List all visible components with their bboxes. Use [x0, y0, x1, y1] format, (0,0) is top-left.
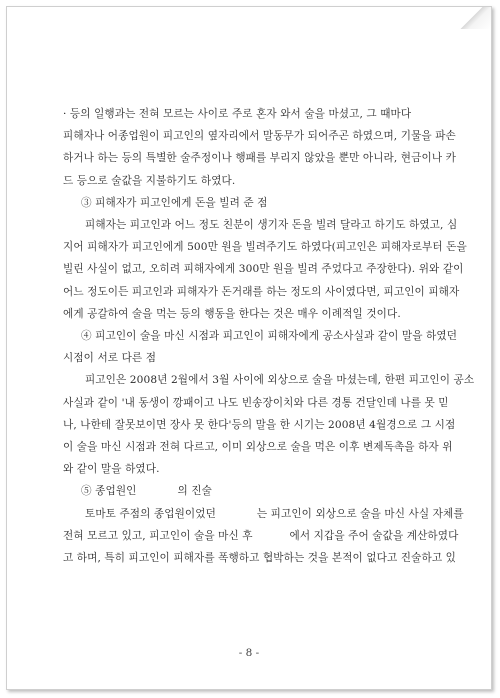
text-line [63, 525, 459, 547]
text-line: 피해자나 어종업원이 피고인의 옆자리에서 말동무가 되어주곤 하였으며, 기물을 파손 [63, 130, 456, 143]
text-line: 와 같이 말을 하였다. [63, 463, 160, 476]
page-corner-fold [457, 7, 491, 29]
document-page [6, 6, 492, 690]
text-line: 고 하며, 특히 피고인이 피해자를 폭행하고 협박하는 것을 본적이 없다고 진술하고 있 [63, 552, 456, 565]
page-number: - 8 - [238, 647, 260, 659]
section-heading-5-suffix: 의 진술 [177, 485, 212, 498]
text-line: 지어 피해자가 피고인에게 500만 원을 빌려주기도 하였다(피고인은 피해자로부터 돈을 [63, 241, 467, 254]
text-line: 빌린 사실이 없고, 오히려 피해자에게 300만 원을 빌려 주었다고 주장한다). 위와 같이 [63, 263, 464, 276]
paragraph-intro [63, 103, 455, 192]
text-line [63, 503, 464, 525]
text-segment: 에서 지갑을 주어 술값을 계산하였다 [289, 529, 459, 542]
section-3-body [63, 214, 467, 325]
section-heading-4: ④ 피고인이 술을 마신 시점과 피고인이 피해자에게 공소사실과 같이 말을 하였던 [81, 330, 458, 343]
text-segment: 전혀 모르고 있고, 피고인이 술을 마신 후 [63, 529, 253, 542]
text-segment: 는 피고인이 외상으로 술을 마신 사실 자체를 [256, 507, 464, 520]
section-heading-3: ③ 피해자가 피고인에게 돈을 빌려 준 점 [81, 196, 268, 209]
section-4-body [63, 369, 475, 480]
text-line: 드 등으로 술값을 지불하기도 하였다. [63, 174, 236, 187]
text-line: 이 술을 마신 시점과 전혀 다르고, 이미 외상으로 술을 먹은 이후 변제독촉을 하자 위 [63, 441, 453, 454]
text-line: 피해자는 피고인과 어느 정도 친분이 생기자 돈을 빌려 달라고 하기도 하였고, 심 [85, 219, 458, 232]
section-heading-5 [63, 480, 455, 502]
document-body [63, 103, 475, 569]
text-line: 어느 정도이든 피고인과 피해자가 돈거래를 하는 정도의 사이였다면, 피고인이 피해자 [63, 285, 460, 298]
text-line: · 등의 일행과는 전혀 모르는 사이로 주로 혼자 와서 술을 마셨고, 그 때마다 [63, 108, 412, 120]
text-line: 피고인은 2008년 2월에서 3월 사이에 외상으로 술을 마셨는데, 한편 피고인이 공소 [85, 374, 475, 387]
text-line: 사실과 같이 '내 동생이 깡패이고 나도 빈송장이치와 다른 경통 건달인데 나를 못 믿 [63, 396, 449, 409]
text-line: 나, 나한테 잘못보이면 장사 못 한다'등의 말을 한 시기는 2008년 4월경으로 그 시점 [63, 418, 456, 431]
section-5-body [63, 503, 464, 570]
text-segment: 토마토 주점의 종업원이었던 [85, 507, 216, 520]
text-line: 에게 공갈하여 술을 먹는 등의 행동을 한다는 것은 매우 이례적일 것이다. [63, 307, 401, 320]
section-heading-5-prefix: ⑤ 종업원인 [81, 485, 137, 498]
text-line: 하거나 하는 등의 특별한 술주정이나 행패를 부리지 않았을 뿐만 아니라, 현금이나 카 [63, 152, 456, 165]
section-heading-4-cont: 시점이 서로 다른 점 [63, 352, 157, 365]
